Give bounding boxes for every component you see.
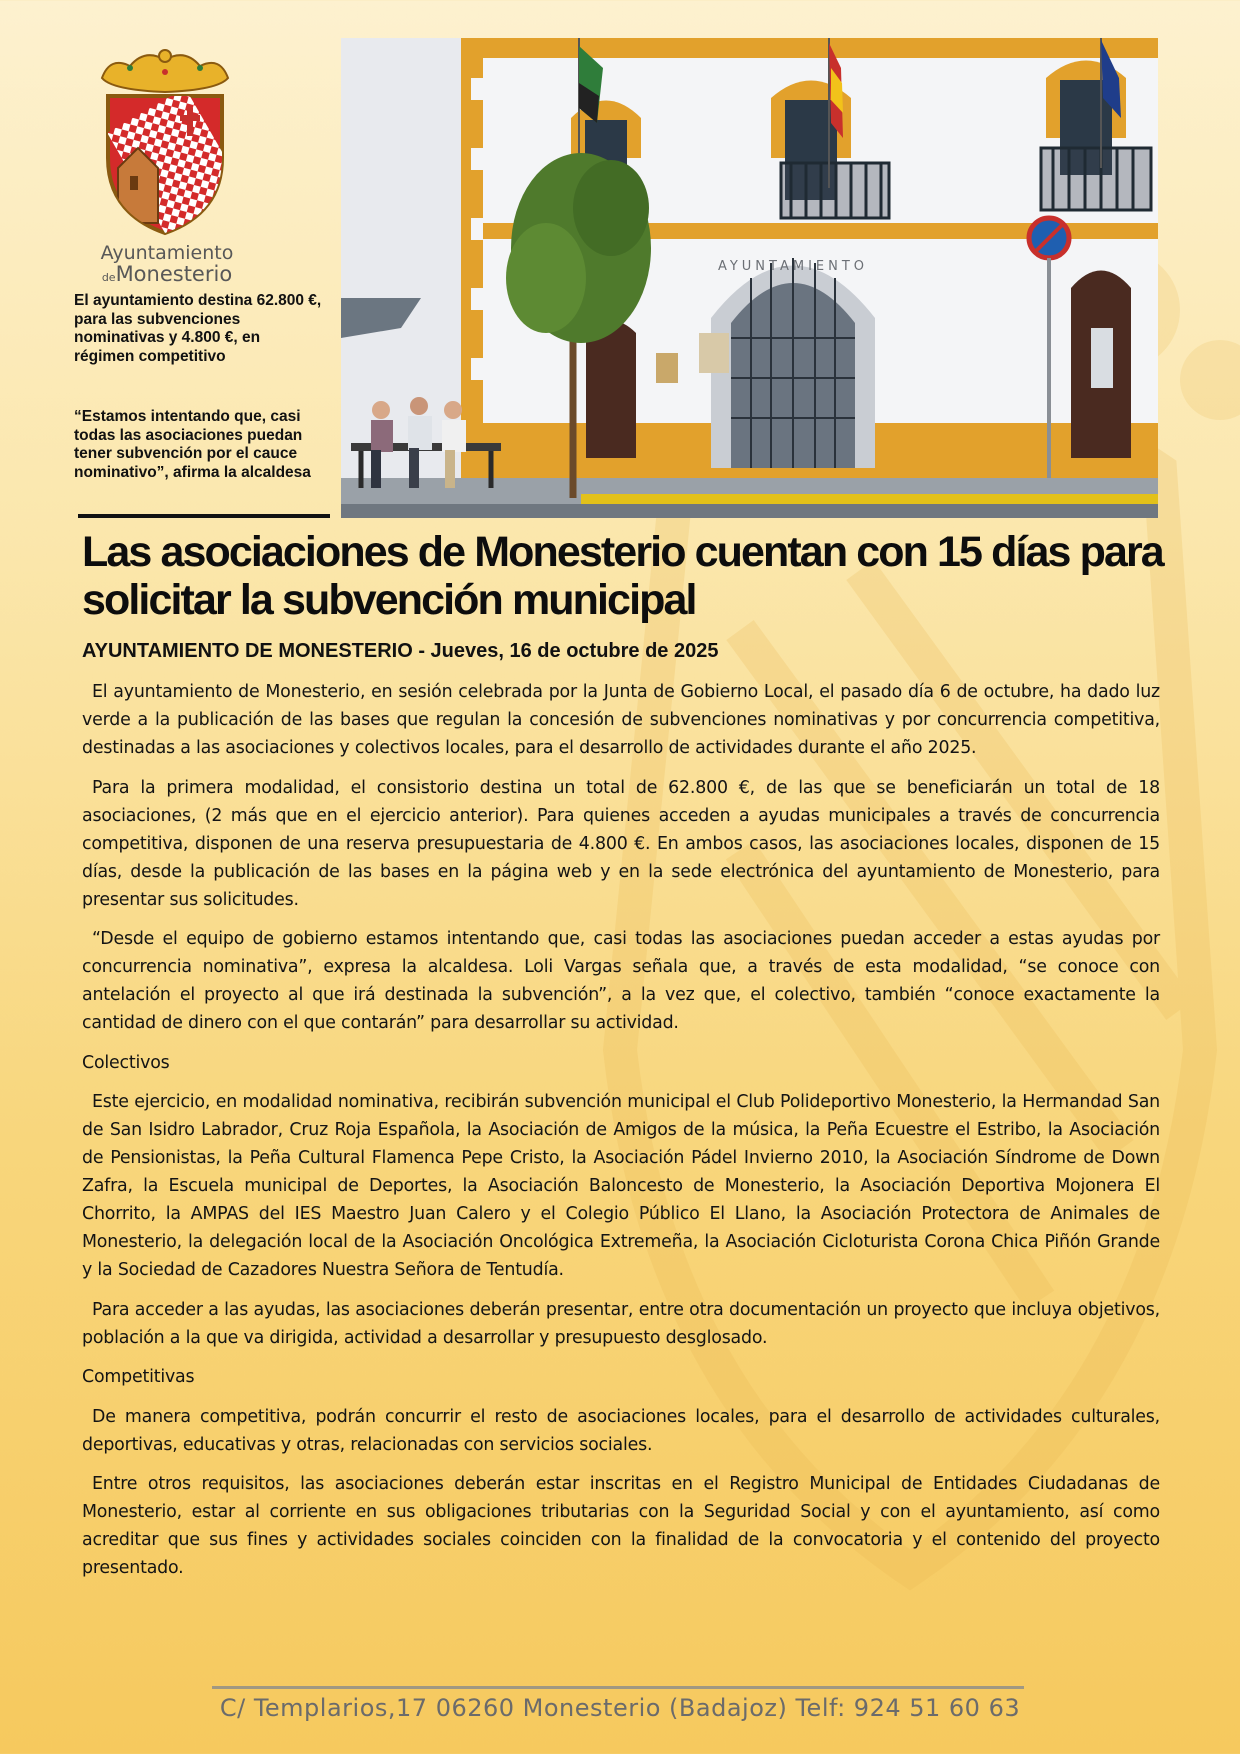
paragraph-6: De manera competitiva, podrán concurrir el resto de asociaciones locales, para el desarrollo de actividades culturales, deportivas, educativas y otras, relacionadas con servicios sociales. [82,1406,1160,1455]
logo-line-1: Ayuntamiento [100,242,234,264]
paragraph-4: Este ejercicio, en modalidad nominativa, recibirán subvención municipal el Club Polideportivo Monesterio, la Hermandad San de San Isidro Labrador, Cruz Roja Española, la Asociación de Amigos de la música, la Peña Ecuestre el Estribo, la Asociación de Pensionistas, la Peña Cultural Flamenca Pepe Cristo, la Asociación Pádel Invierno 2010, la Asociación Síndrome de Down Zafra, la Escuela municipal de Deportes, la Asociación Baloncesto de Monesterio, la Asociación Deportiva Mojonera El Chorrito, la AMPAS del IES Maestro Juan Calero y el Colegio Público El Llano, la Asociación Protectora de Animales de Monesterio, la delegación local de la Asociación Oncológica Extremeña, la Asociación Cicloturista Corona Chica Piñón Grande y la Sociedad de Cazadores Nuestra Señora de Tentudía. [82,1092,1160,1280]
article-byline: AYUNTAMIENTO DE MONESTERIO - Jueves, 16 de octubre de 2025 [82,640,719,662]
sidebar-divider [78,514,330,518]
logo-wordmark [92,244,242,285]
subheading-colectivos: Colectivos [82,1052,170,1073]
footer-divider [212,1686,1024,1689]
sidebar-highlight-quote: “Estamos intentando que, casi todas las asociaciones puedan tener subvención por el cauce nominativo”, afirma la alcaldesa [74,408,311,481]
facade-sign: AYUNTAMIENTO [717,259,869,274]
article-body [82,678,1160,1594]
paragraph-3: “Desde el equipo de gobierno estamos intentando que, casi todas las asociaciones puedan acceder a estas ayudas por concurrencia nominativa”, expresa la alcaldesa. Loli Vargas señala que, a través de esta modalidad, “se conoce con antelación el proyecto al que irá destinada la subvención”, a la vez que, el colectivo, también “conoce exactamente la cantidad de dinero con el que contarán” para desarrollar su actividad. [82,929,1160,1033]
footer-address: C/ Templarios,17 06260 Monesterio (Badajoz) Telf: 924 51 60 63 [219,1694,1021,1722]
logo-line-2: deMonesterio [101,262,233,286]
town-hall-photo [341,38,1158,518]
sidebar-highlight-funding: El ayuntamiento destina 62.800 €, para las subvenciones nominativas y 4.800 €, en régimen competitivo [74,292,322,365]
paragraph-7: Entre otros requisitos, las asociaciones deberán estar inscritas en el Registro Municipal de Entidades Ciudadanas de Monesterio, estar al corriente en sus obligaciones tributarias con la Seguridad Social y con el ayuntamiento, así como acreditar que sus fines y actividades sociales coinciden con la finalidad de la convocatoria y el contenido del proyecto presentado. [82,1474,1160,1578]
subheading-competitivas: Competitivas [82,1367,195,1387]
paragraph-5: Para acceder a las ayudas, las asociaciones deberán presentar, entre otra documentación un proyecto que incluya objetivos, población a la que va dirigida, actividad a desarrollar y presupuesto desglosado. [82,1299,1160,1348]
article-headline: Las asociaciones de Monesterio cuentan con 15 días para solicitar la subvención municipal [82,528,1163,624]
paragraph-2: Para la primera modalidad, el consistorio destina un total de 62.800 €, de las que se beneficiarán un total de 18 asociaciones, (2 más que en el ejercicio anterior). Para quienes acceden a ayudas municipales a través de concurrencia competitiva, disponen de una reserva presupuestaria de 4.800 €. En ambos casos, las asociaciones locales, disponen de 15 días, desde la publicación de las bases en la página web y en la sede electrónica del ayuntamiento de Monesterio, para presentar sus solicitudes. [82,777,1160,910]
coat-of-arms-logo [90,48,240,238]
paragraph-1: El ayuntamiento de Monesterio, en sesión celebrada por la Junta de Gobierno Local, el pasado día 6 de octubre, ha dado luz verde a la publicación de las bases que regulan la concesión de subvenciones nominativas y por concurrencia competitiva, destinadas a las asociaciones y colectivos locales, para el desarrollo de actividades durante el año 2025. [82,682,1160,758]
